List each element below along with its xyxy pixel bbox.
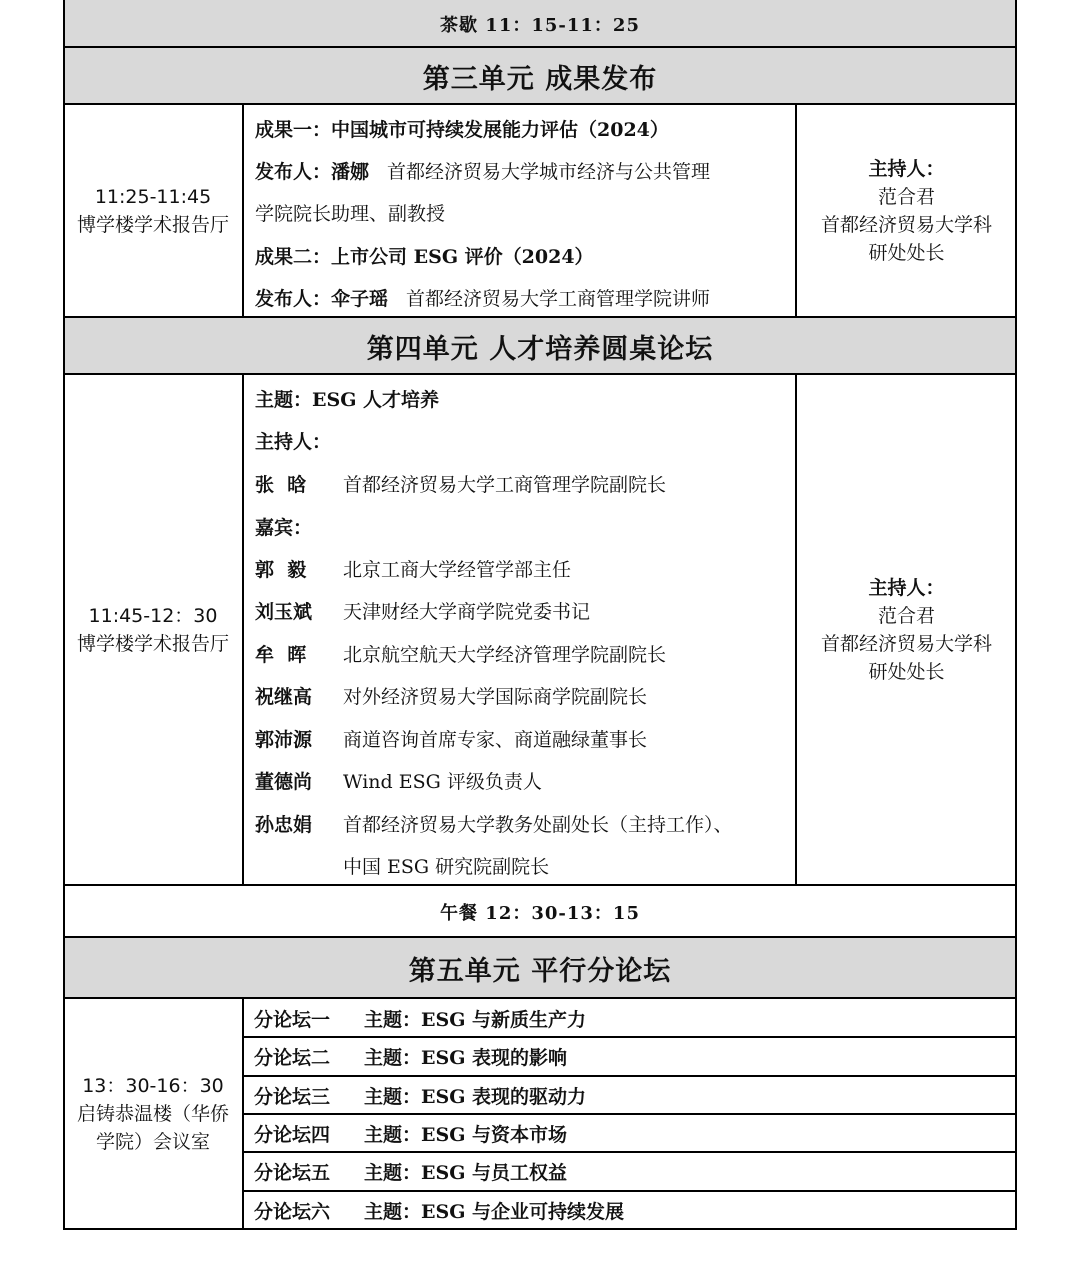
lunch-row	[63, 886, 1017, 937]
tea-break-label: 茶歇 11：15-11：25	[440, 14, 640, 36]
unit4-time: 11:45-12：30	[88, 605, 218, 627]
table-border	[63, 316, 1017, 318]
unit4-time-venue	[63, 375, 243, 885]
unit5-time-venue	[63, 999, 243, 1229]
guest-row: 刘玉斌 天津财经大学商学院党委书记	[255, 601, 591, 623]
table-border	[63, 997, 1017, 999]
forum-row: 分论坛三 主题：ESG 表现的驱动力	[254, 1085, 587, 1108]
table-border	[243, 1151, 1017, 1153]
unit3-host-title-1: 首都经济贸易大学科	[820, 214, 992, 236]
unit5-venue-1: 启铸恭温楼（华侨	[76, 1103, 229, 1125]
lunch-label: 午餐 12：30-13：15	[440, 902, 640, 924]
table-border	[1015, 0, 1017, 1230]
unit3-header	[63, 48, 1017, 104]
unit4-host-heading: 主持人：	[255, 431, 332, 453]
unit3-time-venue	[63, 105, 243, 317]
forum-row: 分论坛五 主题：ESG 与员工权益	[254, 1161, 568, 1184]
unit4-host-title-2: 研处处长	[868, 661, 945, 683]
unit3-host	[796, 105, 1017, 317]
table-border	[242, 997, 244, 1230]
unit4-guests-heading: 嘉宾：	[255, 517, 313, 539]
unit3-result-1: 成果一：中国城市可持续发展能力评估（2024）	[255, 119, 669, 141]
unit4-moderator: 张 晗 首都经济贸易大学工商管理学院副院长	[255, 474, 667, 496]
unit5-title: 第五单元 平行分论坛	[408, 955, 672, 987]
guest-row: 孙忠娟 首都经济贸易大学教务处副处长（主持工作）、	[255, 814, 733, 836]
table-border	[63, 884, 1017, 886]
unit3-presenter-1-cont: 学院院长助理、副教授	[255, 203, 446, 225]
table-border	[63, 1228, 1017, 1230]
table-border	[63, 936, 1017, 938]
table-border	[242, 103, 244, 318]
table-border	[795, 103, 797, 318]
unit3-host-title-2: 研处处长	[868, 242, 945, 264]
unit3-venue: 博学楼学术报告厅	[76, 214, 229, 236]
unit5-header	[63, 938, 1017, 998]
unit4-venue: 博学楼学术报告厅	[76, 633, 229, 655]
guest-row-cont: 中国 ESG 研究院副院长	[343, 856, 550, 878]
unit3-time: 11:25-11:45	[94, 186, 212, 208]
unit3-host-label: 主持人：	[868, 158, 945, 180]
table-border	[242, 373, 244, 886]
unit3-presenter-1: 发布人：潘娜 首都经济贸易大学城市经济与公共管理	[255, 161, 711, 183]
unit3-result-2: 成果二：上市公司 ESG 评价（2024）	[255, 246, 594, 268]
unit4-topic: 主题：ESG 人才培养	[255, 389, 440, 411]
unit4-host	[796, 375, 1017, 885]
unit3-title: 第三单元 成果发布	[422, 63, 658, 95]
table-border	[795, 373, 797, 886]
guest-row: 郭 毅 北京工商大学经管学部主任	[255, 559, 572, 581]
unit4-header	[63, 318, 1017, 374]
table-border	[63, 46, 1017, 48]
forum-row: 分论坛六 主题：ESG 与企业可持续发展	[254, 1200, 625, 1223]
tea-break-row	[63, 0, 1017, 47]
table-border	[63, 373, 1017, 375]
table-border	[243, 1036, 1017, 1038]
forum-row: 分论坛四 主题：ESG 与资本市场	[254, 1123, 568, 1146]
guest-row: 牟 晖 北京航空航天大学经济管理学院副院长	[255, 644, 667, 666]
table-border	[63, 0, 65, 1230]
table-border	[63, 103, 1017, 105]
unit4-host-name: 范合君	[877, 605, 935, 627]
unit3-presenter-2: 发布人：伞子瑶 首都经济贸易大学工商管理学院讲师	[255, 288, 711, 310]
table-border	[243, 1113, 1017, 1115]
table-border	[243, 1075, 1017, 1077]
guest-row: 郭沛源 商道咨询首席专家、商道融绿董事长	[255, 729, 648, 751]
unit4-host-label: 主持人：	[868, 577, 945, 599]
guest-row: 董德尚 Wind ESG 评级负责人	[255, 771, 542, 793]
guest-row: 祝继高 对外经济贸易大学国际商学院副院长	[255, 686, 648, 708]
unit5-venue-2: 学院）会议室	[95, 1131, 210, 1153]
forum-row: 分论坛一 主题：ESG 与新质生产力	[254, 1008, 587, 1031]
unit3-body	[63, 105, 1017, 317]
unit3-host-name: 范合君	[877, 186, 935, 208]
unit4-host-title-1: 首都经济贸易大学科	[820, 633, 992, 655]
table-border	[243, 1190, 1017, 1192]
unit5-time: 13：30-16：30	[82, 1075, 224, 1097]
unit4-body	[63, 375, 1017, 885]
forum-row: 分论坛二 主题：ESG 表现的影响	[254, 1046, 568, 1069]
unit4-title: 第四单元 人才培养圆桌论坛	[366, 333, 714, 365]
